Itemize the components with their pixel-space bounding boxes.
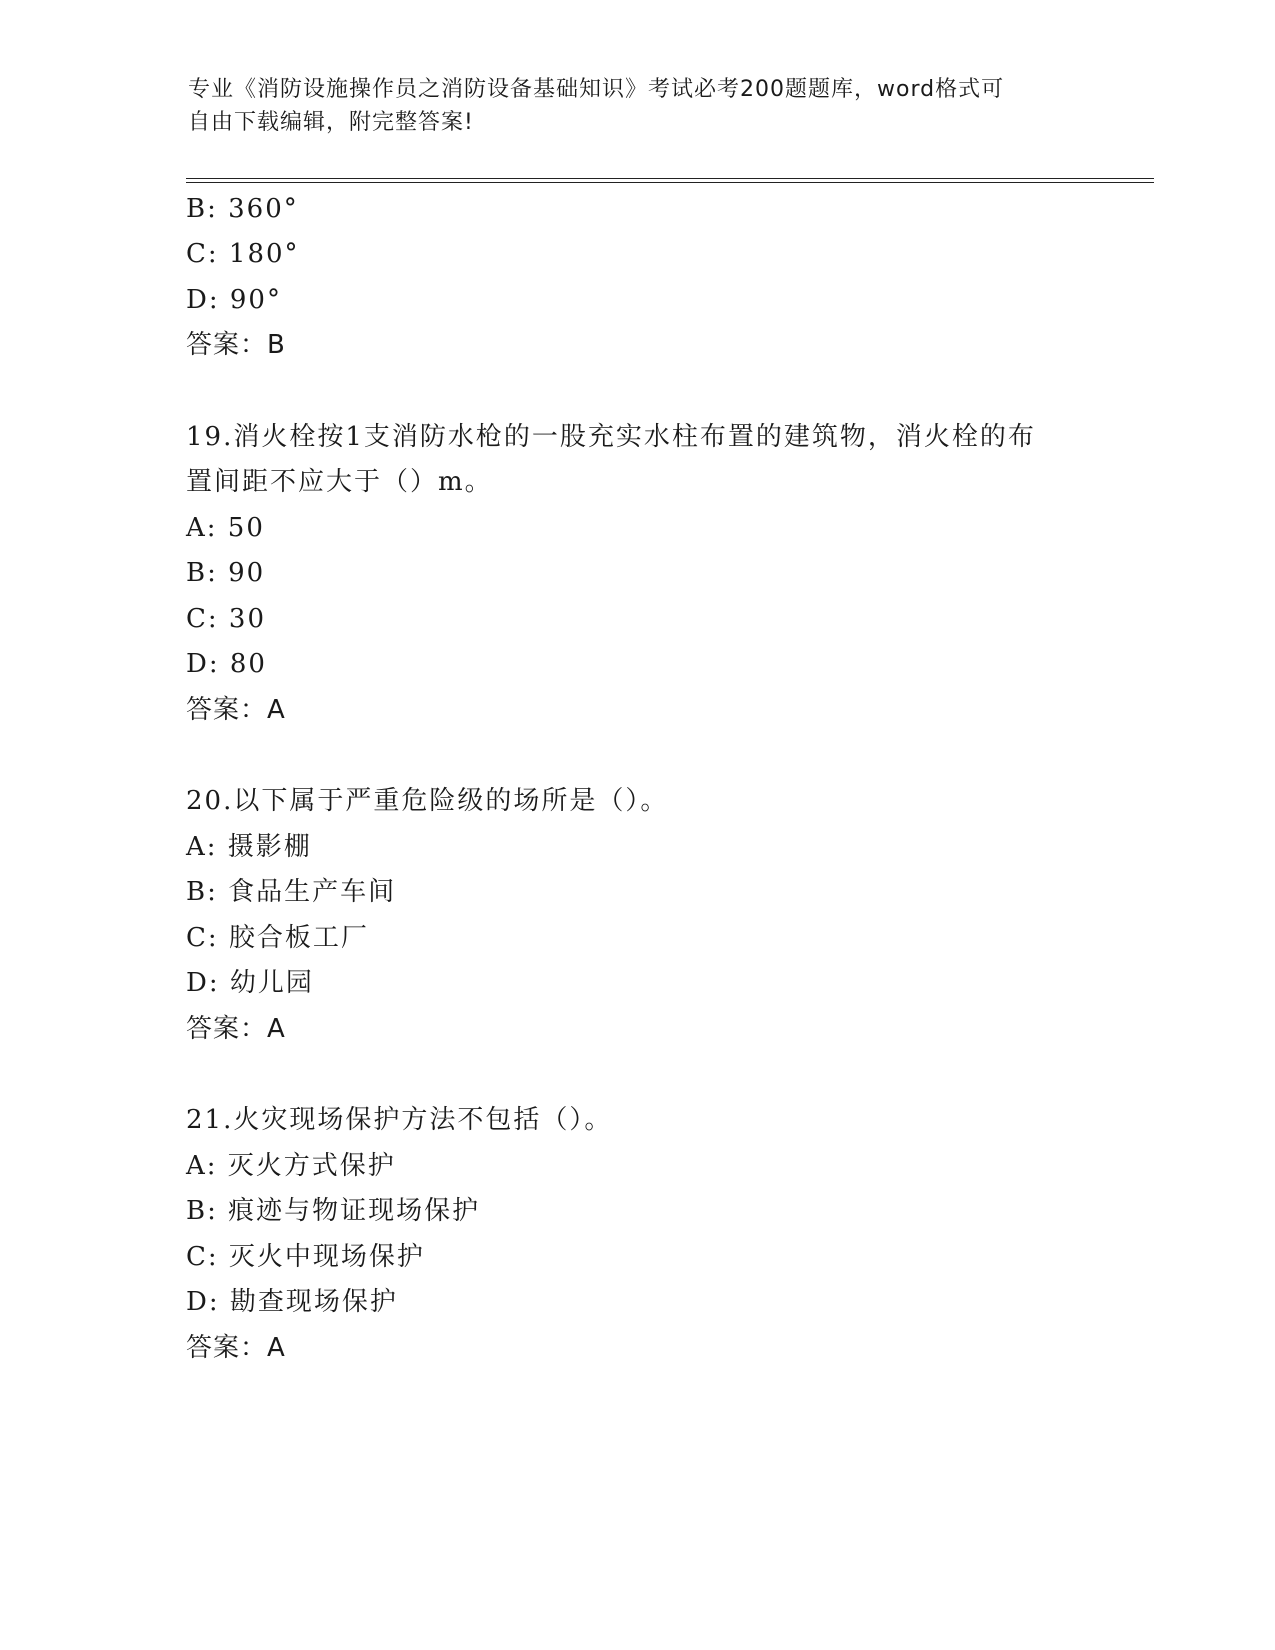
document-header — [188, 73, 1088, 139]
q18-option-d: D: 90° — [186, 285, 282, 315]
header-divider-bottom — [186, 182, 1154, 183]
q21-option-d: D: 勘查现场保护 — [186, 1287, 398, 1317]
q21-stem: 21.火灾现场保护方法不包括（）。 — [186, 1105, 613, 1135]
q21-option-b: B: 痕迹与物证现场保护 — [186, 1196, 481, 1226]
q18-answer: 答案：B — [186, 330, 286, 360]
q20-option-a: A: 摄影棚 — [186, 832, 312, 862]
header-line-2: 自由下载编辑，附完整答案! — [188, 110, 474, 135]
q18-option-b: B: 360° — [186, 194, 299, 224]
q21-option-a: A: 灭火方式保护 — [186, 1151, 396, 1181]
q18-option-c: C: 180° — [186, 239, 300, 269]
q20-option-c: C: 胶合板工厂 — [186, 923, 369, 953]
q19-option-d: D: 80 — [186, 649, 267, 679]
q20-answer: 答案：A — [186, 1014, 286, 1044]
q21-answer: 答案：A — [186, 1333, 286, 1363]
q19-answer: 答案：A — [186, 695, 286, 725]
q19-stem-line-1: 19.消火栓按1支消防水枪的一股充实水柱布置的建筑物，消火栓的布 — [186, 422, 1036, 452]
q20-option-d: D: 幼儿园 — [186, 968, 314, 998]
q20-stem: 20.以下属于严重危险级的场所是（）。 — [186, 786, 669, 816]
q19-stem-line-2: 置间距不应大于（）m。 — [186, 467, 493, 497]
q19-option-a: A: 50 — [186, 513, 265, 543]
q21-option-c: C: 灭火中现场保护 — [186, 1242, 425, 1272]
q20-option-b: B: 食品生产车间 — [186, 877, 397, 907]
q19-option-b: B: 90 — [186, 558, 266, 588]
q19-option-c: C: 30 — [186, 604, 267, 634]
header-divider-top — [186, 178, 1154, 179]
header-line-1: 专业《消防设施操作员之消防设备基础知识》考试必考200题题库，word格式可 — [188, 77, 1005, 102]
